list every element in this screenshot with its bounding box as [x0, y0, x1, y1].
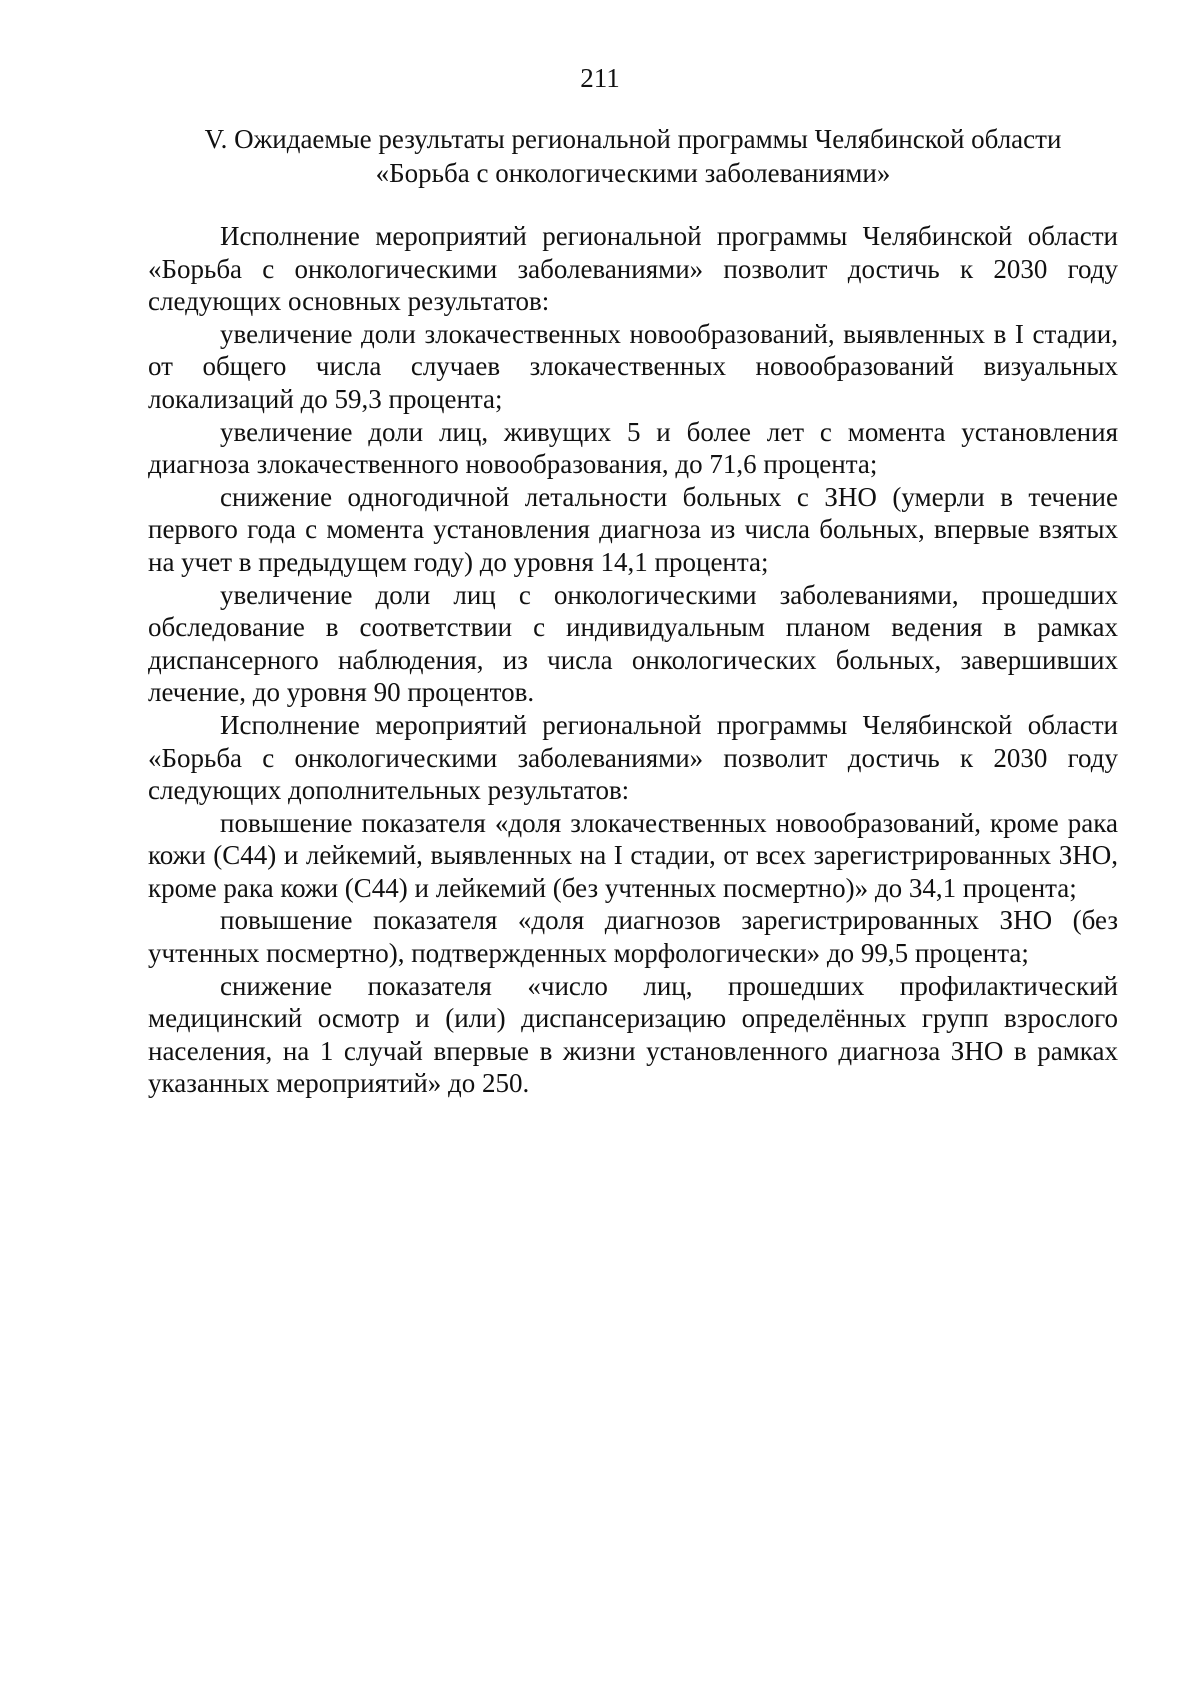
- paragraph-additional-screening: снижение показателя «число лиц, прошедших профилактический медицинский осмотр и (или) диспансеризацию определённых групп взрослого населения, на 1 случай впервые в жизни установленного диагноза ЗНО в рамках указанных мероприятий» до 250.: [148, 970, 1118, 1099]
- paragraph-result-one-year-mortality: снижение одногодичной летальности больных с ЗНО (умерли в течение первого года с момента установления диагноза из числа больных, впервые взятых на учет в предыдущем году) до уровня 14,1 процента;: [148, 481, 1118, 577]
- paragraph-intro-additional: Исполнение мероприятий региональной программы Челябинской области «Борьба с онкологическими заболеваниями» позволит достичь к 2030 году следующих дополнительных результатов:: [148, 709, 1118, 806]
- document-body: [148, 220, 1118, 1100]
- paragraph-additional-stage-one: повышение показателя «доля злокачественных новообразований, кроме рака кожи (С44) и лейкемий, выявленных на I стадии, от всех зарегистрированных ЗНО, кроме рака кожи (С44) и лейкемий (без учтенных посмертно)» до 34,1 процента;: [148, 807, 1118, 903]
- paragraph-result-early-detection: увеличение доли злокачественных новообразований, выявленных в I стадии, от общего числа случаев злокачественных новообразований визуальных локализаций до 59,3 процента;: [148, 318, 1118, 414]
- paragraph-intro-main: Исполнение мероприятий региональной программы Челябинской области «Борьба с онкологическими заболеваниями» позволит достичь к 2030 году следующих основных результатов:: [148, 221, 1118, 317]
- paragraph-result-five-year-survival: увеличение доли лиц, живущих 5 и более лет с момента установления диагноза злокачественного новообразования, до 71,6 процента;: [148, 416, 1118, 480]
- section-heading-line-1: V. Ожидаемые результаты региональной программы Челябинской области: [204, 124, 1062, 154]
- page-number: 211: [580, 63, 620, 93]
- paragraph-additional-morphology: повышение показателя «доля диагнозов зарегистрированных ЗНО (без учтенных посмертно), подтвержденных морфологически» до 99,5 процента;: [148, 905, 1118, 969]
- paragraph-result-dispensary-observation: увеличение доли лиц с онкологическими заболеваниями, прошедших обследование в соответствии с индивидуальным планом ведения в рамках диспансерного наблюдения, из числа онкологических больных, завершивших лечение, до уровня 90 процентов.: [148, 579, 1118, 708]
- section-heading: [148, 122, 1118, 190]
- section-heading-line-2: «Борьба с онкологическими заболеваниями»: [375, 158, 891, 188]
